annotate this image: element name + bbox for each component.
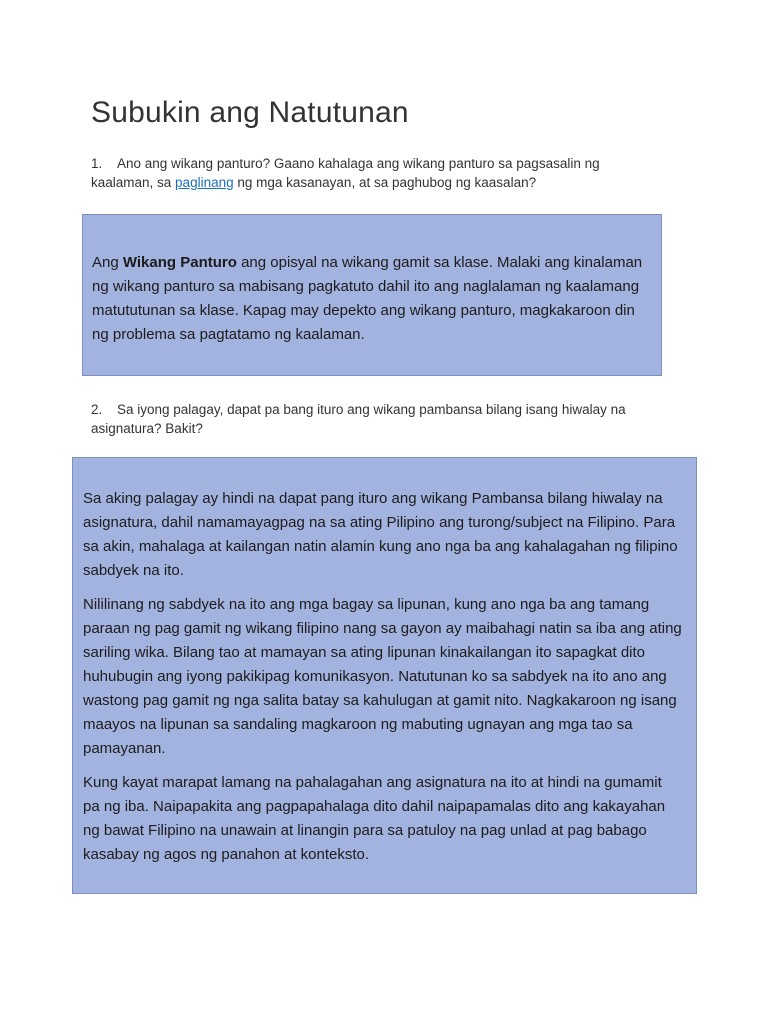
answer-term: Wikang Panturo	[122, 254, 237, 271]
question-1	[91, 154, 651, 192]
paglinang-link[interactable]: paglinang	[175, 175, 234, 190]
question-number: 1.	[91, 156, 103, 171]
question-number: 2.	[91, 402, 103, 417]
question-text: Ano ang wikang panturo? Gaano kahalaga ang wikang panturo sa pagsasalin ng kaalaman, sa	[91, 156, 600, 190]
answer-lead: Ang	[92, 254, 123, 271]
question-2	[91, 400, 671, 438]
answer-box-2	[72, 457, 697, 894]
answer-paragraph-1: Sa aking palagay ay hindi na dapat pang ituro ang wikang Pambansa bilang hiwalay na asignatura, dahil namamayagpag na sa ating Pilipino ang turong/subject na Filipino. Para sa akin, mahalaga at kailangan natin alamin kung ano nga ba ang kahalagahan ng filipino sabdyek na ito.	[83, 490, 678, 579]
answer-paragraph-2: Nililinang ng sabdyek na ito ang mga bagay sa lipunan, kung ano nga ba ang tamang paraan ng pag gamit ng wikang filipino nang sa gayon ay maibahagi natin sa iba ang ating sariling wika. Bilang tao at mamayan sa ating lipunan kinakailangan ito sapagkat dito huhubugin ang iyong pakikipag komunikasyon. Natutunan ko sa sabdyek na ito ano ang wastong pag gamit ng nga salita batay sa kahulugan at gamit nito. Nagkakaroon ng isang maayos na lipunan sa sandaling magkaroon ng mabuting ugnayan ang mga tao sa pamayanan.	[83, 596, 682, 757]
question-text: Sa iyong palagay, dapat pa bang ituro ang wikang pambansa bilang isang hiwalay na asignatura? Bakit?	[91, 402, 626, 436]
page-title: Subukin ang Natutunan	[91, 96, 409, 129]
answer-body: ang opisyal na wikang gamit sa klase. Malaki ang kinalaman ng wikang panturo sa mabisang pagkatuto dahil ito ang naglalaman ng kaalamang matututunan sa klase. Kapag may depekto ang wikang panturo, magkakaroon din ng problema sa pagtatamo ng kaalaman.	[92, 254, 643, 343]
answer-paragraph	[92, 251, 651, 347]
answer-paragraph-3: Kung kayat marapat lamang na pahalagahan ang asignatura na ito at hindi na gumamit pa ng iba. Naipapakita ang pagpapahalaga dito dahil naipapamalas dito ang kakayahan ng bawat Filipino na unawain at linangin para sa patuloy na pag unlad at pag babago kasabay ng agos ng panahon at konteksto.	[83, 774, 666, 863]
answer-box-1	[82, 214, 662, 376]
question-text-end: ng mga kasanayan, at sa paghubog ng kaasalan?	[233, 175, 537, 190]
